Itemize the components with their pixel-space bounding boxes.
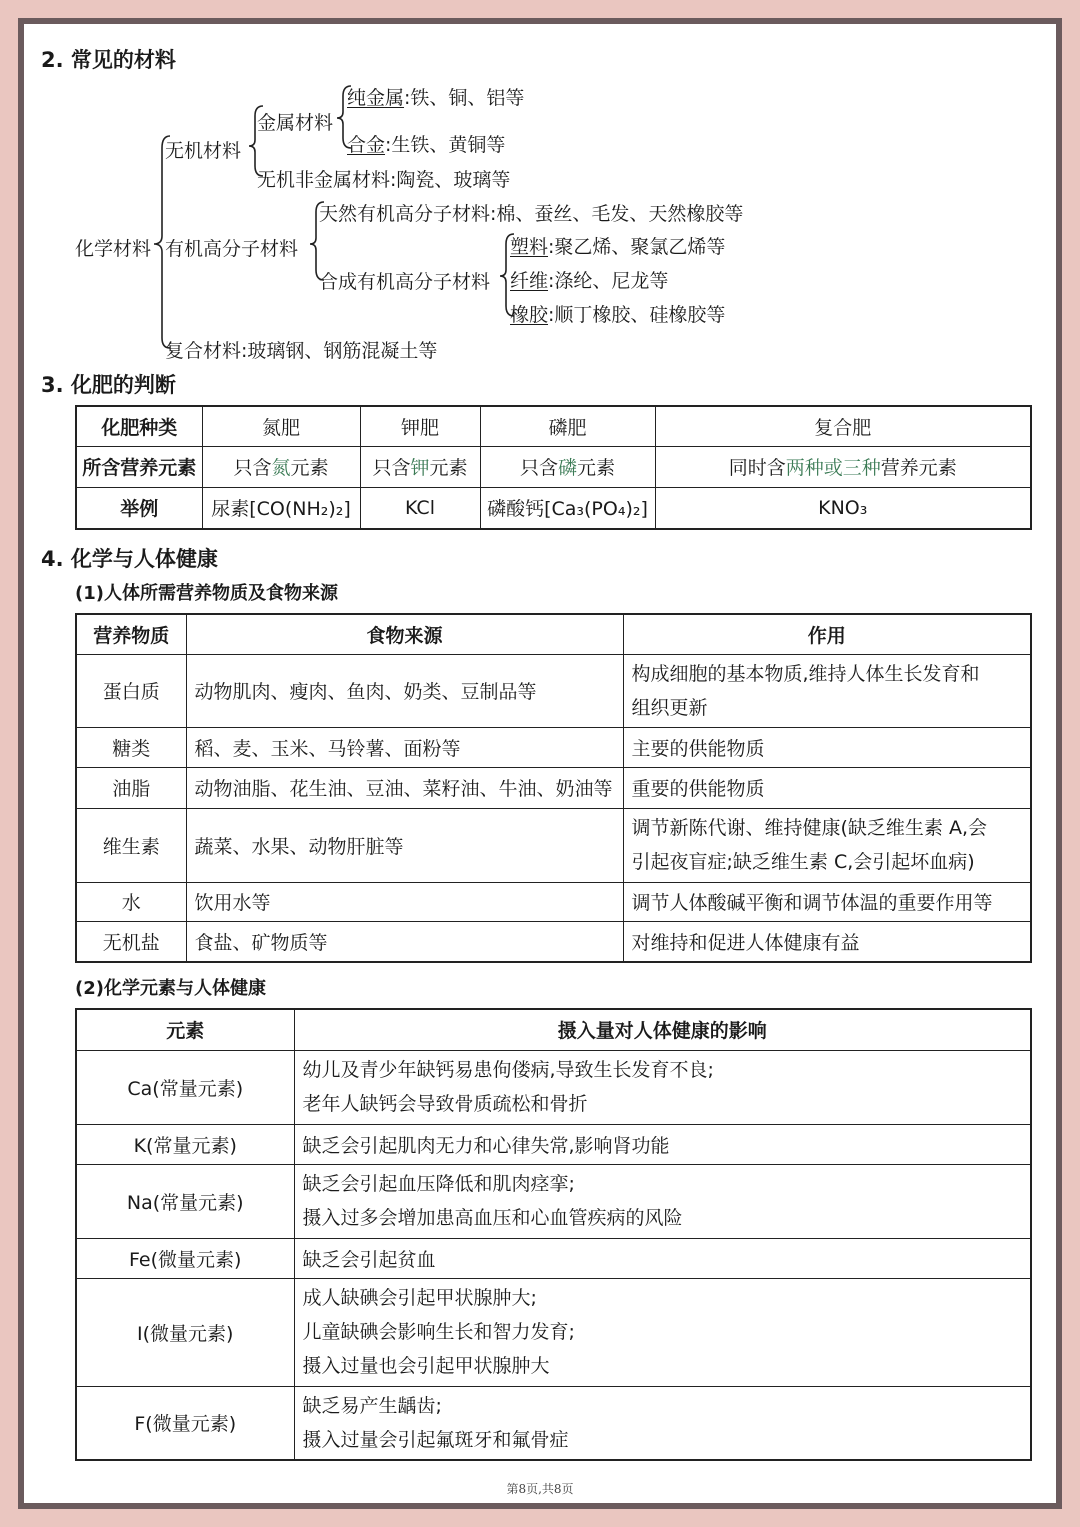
table-cell: 同时含两种或三种营养元素 — [655, 446, 1031, 487]
table-cell: 只含氮元素 — [202, 446, 360, 487]
nutrient-name: 水 — [76, 882, 186, 921]
table-row — [76, 654, 1031, 727]
table-cell: KNO₃ — [655, 487, 1031, 529]
header-cell: 氮肥 — [202, 406, 360, 446]
section3-title: 3. 化肥的判断 — [41, 373, 176, 397]
node-fiber: 纤维:涤纶、尼龙等 — [510, 270, 669, 292]
nutrient-name: 蛋白质 — [76, 654, 186, 727]
table-row — [76, 406, 1031, 446]
node-metal: 金属材料 — [257, 112, 334, 134]
row-label: 所含营养元素 — [76, 446, 202, 487]
table-row — [76, 808, 1031, 882]
node-plastic: 塑料:聚乙烯、聚氯乙烯等 — [510, 236, 726, 258]
table-cell: 尿素[CO(NH₂)₂] — [202, 487, 360, 529]
node-synthetic-polymer: 合成有机高分子材料 — [319, 271, 491, 293]
nutrient-role: 调节人体酸碱平衡和调节体温的重要作用等 — [623, 882, 1031, 921]
document-page — [24, 24, 1056, 1503]
root-chemical-materials: 化学材料 — [75, 238, 152, 260]
table-row — [76, 487, 1031, 529]
food-source: 食盐、矿物质等 — [186, 921, 623, 962]
food-source: 蔬菜、水果、动物肝脏等 — [186, 808, 623, 882]
node-natural-polymer: 天然有机高分子材料:棉、蚕丝、毛发、天然橡胶等 — [319, 203, 744, 225]
node-nonmetal: 无机非金属材料:陶瓷、玻璃等 — [257, 169, 511, 191]
table-row — [76, 1386, 1031, 1460]
node-inorganic: 无机材料 — [165, 140, 242, 162]
table-cell: 只含磷元素 — [480, 446, 655, 487]
health-effect: 缺乏会引起贫血 — [294, 1238, 1031, 1278]
header-cell: 食物来源 — [186, 614, 623, 654]
table-row — [76, 921, 1031, 962]
nutrient-name: 油脂 — [76, 767, 186, 808]
table-row — [76, 446, 1031, 487]
health-effect: 成人缺碘会引起甲状腺肿大; 儿童缺碘会影响生长和智力发育; 摄入过量也会引起甲状腺肿大 — [294, 1278, 1031, 1386]
food-source: 饮用水等 — [186, 882, 623, 921]
health-effect: 缺乏会引起肌肉无力和心律失常,影响肾功能 — [294, 1124, 1031, 1164]
header-cell: 摄入量对人体健康的影响 — [294, 1009, 1031, 1050]
health-effect: 幼儿及青少年缺钙易患佝偻病,导致生长发育不良; 老年人缺钙会导致骨质疏松和骨折 — [294, 1050, 1031, 1124]
page-footer: 第8页,共8页 — [506, 1482, 574, 1496]
nutrient-role: 主要的供能物质 — [623, 727, 1031, 767]
header-cell: 复合肥 — [655, 406, 1031, 446]
health-effect: 缺乏易产生龋齿; 摄入过量会引起氟斑牙和氟骨症 — [294, 1386, 1031, 1460]
element-name: Ca(常量元素) — [76, 1050, 294, 1124]
table-row — [76, 1009, 1031, 1050]
element-name: I(微量元素) — [76, 1278, 294, 1386]
table-cell: 只含钾元素 — [360, 446, 480, 487]
node-pure-metal: 纯金属:铁、铜、铝等 — [347, 87, 525, 109]
nutrient-name: 糖类 — [76, 727, 186, 767]
table-row — [76, 767, 1031, 808]
food-source: 稻、麦、玉米、马铃薯、面粉等 — [186, 727, 623, 767]
table-cell: KCl — [360, 487, 480, 529]
node-rubber: 橡胶:顺丁橡胶、硅橡胶等 — [510, 304, 726, 326]
health-effect: 缺乏会引起血压降低和肌肉痉挛; 摄入过多会增加患高血压和心血管疾病的风险 — [294, 1164, 1031, 1238]
subsection-nutrients: (1)人体所需营养物质及食物来源 — [75, 583, 338, 604]
element-name: Na(常量元素) — [76, 1164, 294, 1238]
table-row — [76, 727, 1031, 767]
table-row — [76, 1050, 1031, 1124]
header-cell: 钾肥 — [360, 406, 480, 446]
nutrient-role: 调节新陈代谢、维持健康(缺乏维生素 A,会 引起夜盲症;缺乏维生素 C,会引起坏血病) — [623, 808, 1031, 882]
section4-title: 4. 化学与人体健康 — [41, 547, 218, 571]
subsection-elements: (2)化学元素与人体健康 — [75, 978, 266, 999]
node-alloy: 合金:生铁、黄铜等 — [347, 134, 506, 156]
fertilizer-table — [75, 405, 1032, 530]
row-label: 举例 — [76, 487, 202, 529]
node-organic-polymer: 有机高分子材料 — [165, 238, 299, 260]
nutrient-role: 重要的供能物质 — [623, 767, 1031, 808]
table-row — [76, 614, 1031, 654]
header-cell: 元素 — [76, 1009, 294, 1050]
nutrient-name: 维生素 — [76, 808, 186, 882]
food-source: 动物油脂、花生油、豆油、菜籽油、牛油、奶油等 — [186, 767, 623, 808]
nutrient-role: 对维持和促进人体健康有益 — [623, 921, 1031, 962]
table-cell: 磷酸钙[Ca₃(PO₄)₂] — [480, 487, 655, 529]
element-name: Fe(微量元素) — [76, 1238, 294, 1278]
element-name: F(微量元素) — [76, 1386, 294, 1460]
node-composite: 复合材料:玻璃钢、钢筋混凝土等 — [165, 340, 438, 362]
table-row — [76, 1238, 1031, 1278]
nutrient-role: 构成细胞的基本物质,维持人体生长发育和 组织更新 — [623, 654, 1031, 727]
table-row — [76, 1124, 1031, 1164]
table-row — [76, 1278, 1031, 1386]
table-row — [76, 882, 1031, 921]
food-source: 动物肌肉、瘦肉、鱼肉、奶类、豆制品等 — [186, 654, 623, 727]
element-table — [75, 1008, 1032, 1461]
nutrient-table — [75, 613, 1032, 963]
header-cell: 作用 — [623, 614, 1031, 654]
section2-title: 2. 常见的材料 — [41, 48, 176, 72]
header-cell: 化肥种类 — [76, 406, 202, 446]
element-name: K(常量元素) — [76, 1124, 294, 1164]
header-cell: 营养物质 — [76, 614, 186, 654]
header-cell: 磷肥 — [480, 406, 655, 446]
nutrient-name: 无机盐 — [76, 921, 186, 962]
table-row — [76, 1164, 1031, 1238]
